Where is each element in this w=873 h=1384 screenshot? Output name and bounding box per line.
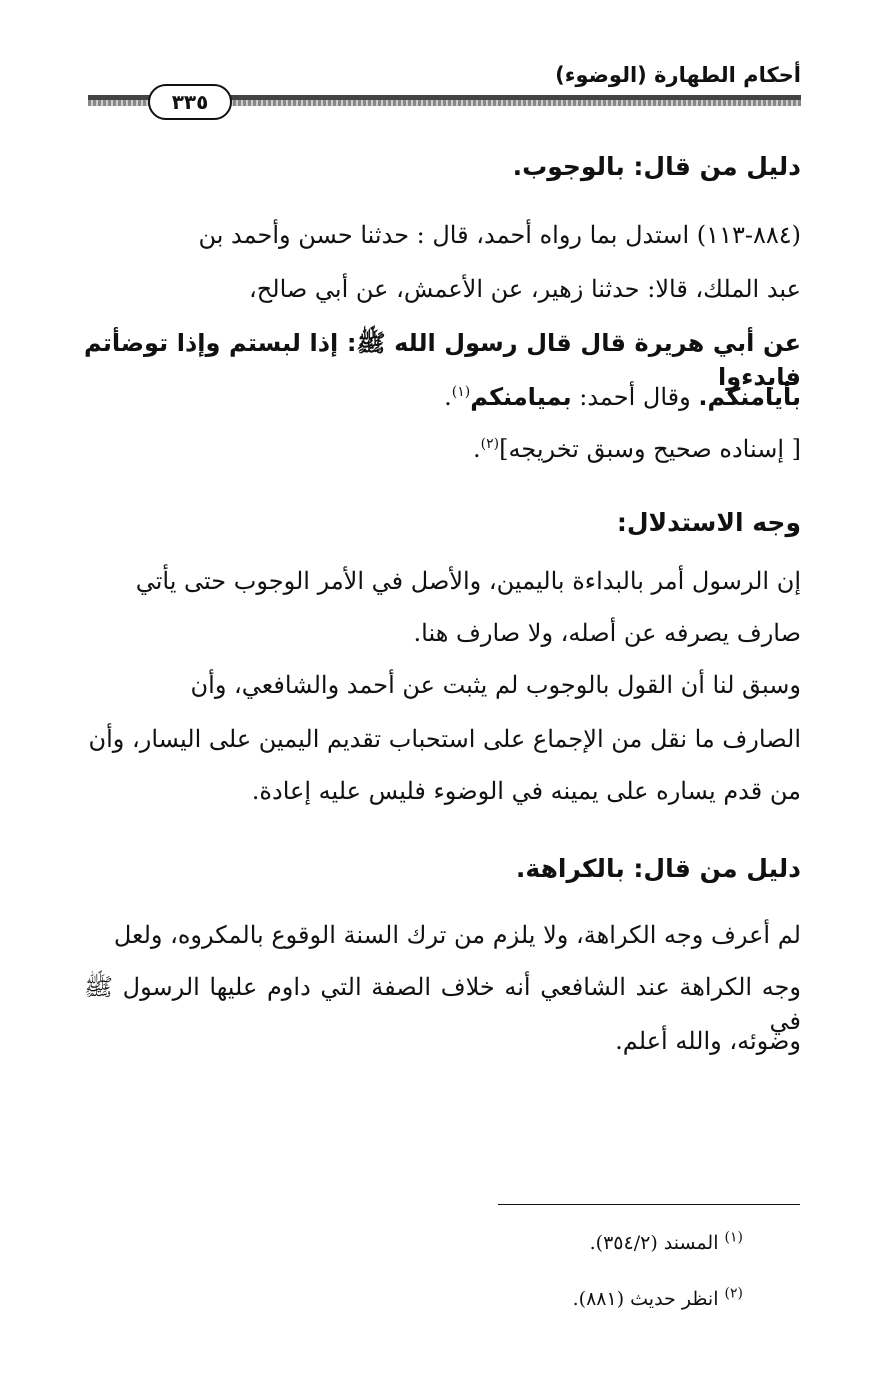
footnote-2 (573, 1286, 743, 1312)
grading-text: [ إسناده صحيح وسبق تخريجه] (499, 435, 801, 463)
footnote-separator (498, 1204, 800, 1205)
footnote-1 (590, 1230, 743, 1256)
paragraph-line: وضوئه، والله أعلم. (615, 1027, 801, 1055)
section-heading-dislike: دليل من قال: بالكراهة. (515, 854, 801, 883)
paragraph-line: من قدم يساره على يمينه في الوضوء فليس عليه إعادة. (251, 777, 801, 805)
section-heading-obligation: دليل من قال: بالوجوب. (512, 152, 801, 181)
footnote-marker: (١) (451, 384, 471, 400)
grading-end-dot: . (473, 435, 481, 463)
footnote-marker: (٢) (480, 436, 500, 452)
hadith-chain-line-1: (٨٨٤-١١٣) استدل بما رواه أحمد، قال : حدثنا حسن وأحمد بن (198, 221, 801, 249)
footnote-1-mark: (١) (724, 1229, 743, 1246)
paragraph-line: وجه الكراهة عند الشافعي أنه خلاف الصفة التي داوم عليها الرسول ﷺ في (84, 973, 801, 1035)
footnote-2-text: انظر حديث (٨٨١). (572, 1288, 719, 1310)
section-heading-inference: وجه الاستدلال: (616, 508, 801, 537)
running-header: أحكام الطهارة (الوضوء) (555, 63, 801, 87)
footnote-1-text: المسند (٣٥٤/٢). (589, 1232, 719, 1254)
hadith-bold-word: بأيامنكم. (698, 383, 801, 411)
paragraph-line: وسبق لنا أن القول بالوجوب لم يثبت عن أحمد والشافعي، وأن (190, 671, 801, 699)
hadith-grading (84, 432, 801, 466)
footnote-2-mark: (٢) (724, 1285, 743, 1302)
hadith-chain-line-2: عبد الملك، قالا: حدثنا زهير، عن الأعمش، عن أبي صالح، (249, 275, 801, 303)
page-number: ٣٣٥ (148, 84, 232, 120)
paragraph-line: الصارف ما نقل من الإجماع على استحباب تقديم اليمين على اليسار، وأن (88, 725, 801, 753)
hadith-text-line-1: عن أبي هريرة قال قال رسول الله ﷺ: إذا لبستم وإذا توضأتم فابدءوا (84, 329, 801, 391)
hadith-bold-word-2: بميامنكم (470, 383, 572, 411)
hadith-text-line-2 (84, 380, 801, 414)
paragraph-line: إن الرسول أمر بالبداءة باليمين، والأصل في الأمر الوجوب حتى يأتي (135, 567, 801, 595)
hadith-plain-text: وقال أحمد: (579, 383, 691, 411)
paragraph-line: صارف يصرفه عن أصله، ولا صارف هنا. (413, 619, 801, 647)
hadith-end-dot: . (444, 383, 452, 411)
paragraph-line: لم أعرف وجه الكراهة، ولا يلزم من ترك السنة الوقوع بالمكروه، ولعل (113, 921, 801, 949)
